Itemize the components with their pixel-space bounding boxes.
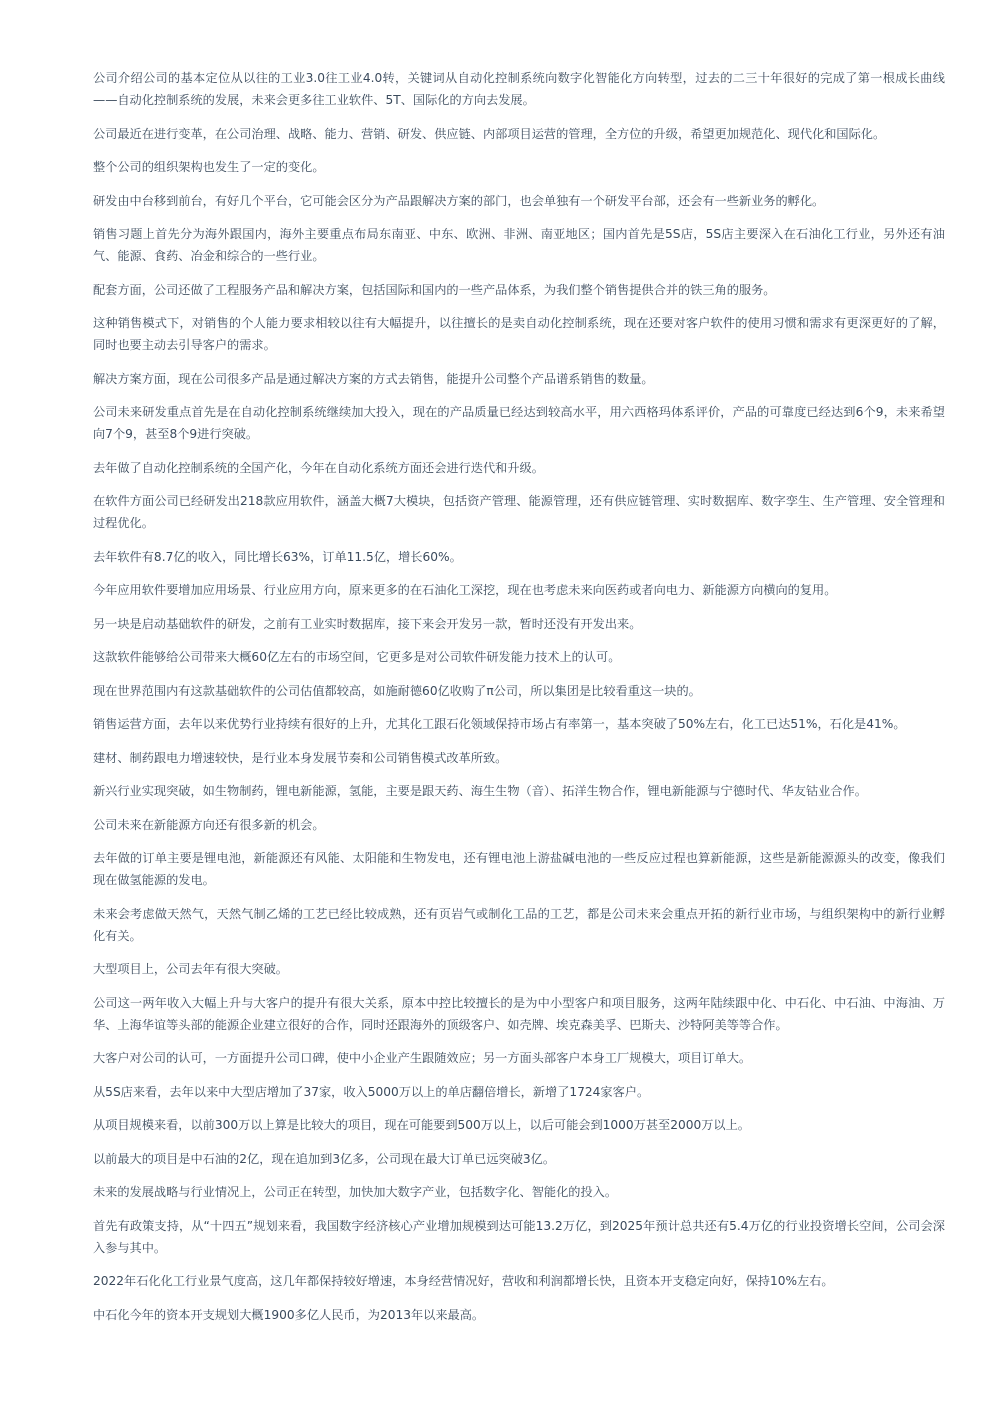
paragraph: 从项目规模来看，以前300万以上算是比较大的项目，现在可能要到500万以上，以后可能会到1000万甚至2000万以上。	[93, 1118, 750, 1132]
paragraph: 现在世界范围内有这款基础软件的公司估值都较高，如施耐德60亿收购了π公司，所以集团是比较看重这一块的。	[93, 683, 701, 698]
paragraph: 从5S店来看，去年以来中大型店增加了37家，收入5000万以上的单店翻倍增长，新增了1724家客户。	[93, 1084, 650, 1099]
paragraph: 去年做了自动化控制系统的全国产化，今年在自动化系统方面还会进行迭代和升级。	[93, 460, 544, 475]
paragraph: 建材、制药跟电力增速较快，是行业本身发展节奏和公司销售模式改革所致。	[93, 750, 508, 765]
paragraph: 公司未来研发重点首先是在自动化控制系统继续加大投入，现在的产品质量已经达到较高水平，用六西格玛体系评价，产品的可靠度已经达到6个9，未来希望向7个9，甚至8个9进行突破。	[93, 405, 945, 441]
paragraph: 销售习题上首先分为海外跟国内，海外主要重点布局东南亚、中东、欧洲、非洲、南亚地区；国内首先是5S店，5S店主要深入在石油化工行业，另外还有油气、能源、食药、冶金和综合的一些行业。	[93, 227, 945, 263]
paragraph: 公司这一两年收入大幅上升与大客户的提升有很大关系，原本中控比较擅长的是为中小型客户和项目服务，这两年陆续跟中化、中石化、中石油、中海油、万华、上海华谊等头部的能源企业建立很好的合作，同时还跟海外的顶级客户、如壳牌、埃克森美孚、巴斯夫、沙特阿美等等合作。	[93, 995, 945, 1032]
paragraph: 大客户对公司的认可，一方面提升公司口碑，使中小企业产生跟随效应；另一方面头部客户本身工厂规模大，项目订单大。	[93, 1051, 752, 1065]
paragraph: 解决方案方面，现在公司很多产品是通过解决方案的方式去销售，能提升公司整个产品谱系销售的数量。	[93, 371, 654, 386]
paragraph: 这款软件能够给公司带来大概60亿左右的市场空间，它更多是对公司软件研发能力技术上的认可。	[93, 650, 621, 664]
paragraph: 整个公司的组织架构也发生了一定的变化。	[93, 160, 325, 174]
paragraph: 今年应用软件要增加应用场景、行业应用方向，原来更多的在石油化工深挖，现在也考虑未来向医药或者向电力、新能源方向横向的复用。	[93, 583, 837, 597]
paragraph: 去年做的订单主要是锂电池，新能源还有风能、太阳能和生物发电，还有锂电池上游盐碱电池的一些反应过程也算新能源，这些是新能源源头的改变，像我们现在做氢能源的发电。	[93, 851, 945, 887]
paragraph: 未来的发展战略与行业情况上，公司正在转型，加快加大数字产业，包括数字化、智能化的投入。	[93, 1185, 618, 1199]
document-body	[93, 67, 945, 1337]
paragraph: 另一块是启动基础软件的研发，之前有工业实时数据库，接下来会开发另一款，暂时还没有开发出来。	[93, 616, 642, 631]
paragraph: 2022年石化化工行业景气度高，这几年都保持较好增速，本身经营情况好，营收和利润都增长快，且资本开支稳定向好，保持10%左右。	[93, 1274, 834, 1288]
paragraph: 研发由中台移到前台，有好几个平台，它可能会区分为产品跟解决方案的部门，也会单独有一个研发平台部，还会有一些新业务的孵化。	[93, 193, 825, 208]
paragraph: 以前最大的项目是中石油的2亿，现在追加到3亿多，公司现在最大订单已远突破3亿。	[93, 1151, 556, 1166]
paragraph: 公司未来在新能源方向还有很多新的机会。	[93, 817, 325, 832]
paragraph: 去年软件有8.7亿的收入，同比增长63%，订单11.5亿，增长60%。	[93, 549, 462, 564]
paragraph: 公司最近在进行变革，在公司治理、战略、能力、营销、研发、供应链、内部项目运营的管理，全方位的升级，希望更加规范化、现代化和国际化。	[93, 126, 886, 141]
paragraph: 这种销售模式下，对销售的个人能力要求相较以往有大幅提升，以往擅长的是卖自动化控制系统，现在还要对客户软件的使用习惯和需求有更深更好的了解，同时也要主动去引导客户的需求。	[93, 316, 945, 352]
paragraph: 大型项目上，公司去年有很大突破。	[93, 962, 288, 976]
paragraph: 销售运营方面，去年以来优势行业持续有很好的上升，尤其化工跟石化领域保持市场占有率第一，基本突破了50%左右，化工已达51%，石化是41%。	[93, 717, 906, 731]
paragraph: 配套方面，公司还做了工程服务产品和解决方案，包括国际和国内的一些产品体系，为我们整个销售提供合并的铁三角的服务。	[93, 282, 776, 297]
paragraph: 首先有政策支持，从“十四五”规划来看，我国数字经济核心产业增加规模到达可能13.2万亿，到2025年预计总共还有5.4万亿的行业投资增长空间，公司会深入参与其中。	[93, 1218, 945, 1255]
paragraph: 新兴行业实现突破，如生物制药，锂电新能源，氢能，主要是跟天药、海生生物（音）、拓洋生物合作，锂电新能源与宁德时代、华友钴业合作。	[93, 784, 867, 798]
paragraph: 中石化今年的资本开支规划大概1900多亿人民币，为2013年以来最高。	[93, 1307, 485, 1322]
paragraph: 在软件方面公司已经研发出218款应用软件，涵盖大概7大模块，包括资产管理、能源管理，还有供应链管理、实时数据库、数字孪生、生产管理、安全管理和过程优化。	[93, 494, 945, 530]
paragraph: 公司介绍公司的基本定位从以往的工业3.0往工业4.0转，关键词从自动化控制系统向数字化智能化方向转型，过去的二三十年很好的完成了第一根成长曲线——自动化控制系统的发展，未来会更多往工业软件、5T、国际化的方向去发展。	[93, 71, 945, 107]
paragraph: 未来会考虑做天然气，天然气制乙烯的工艺已经比较成熟，还有页岩气或制化工品的工艺，都是公司未来会重点开拓的新行业市场，与组织架构中的新行业孵化有关。	[93, 906, 945, 943]
